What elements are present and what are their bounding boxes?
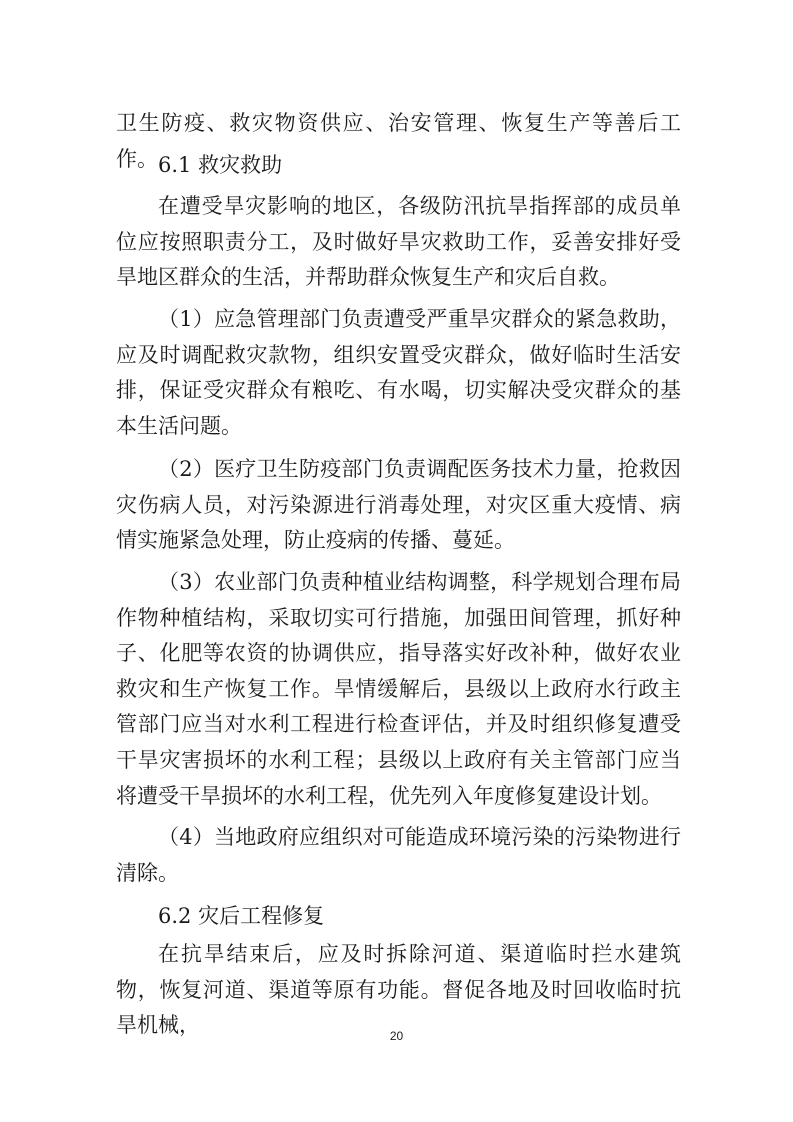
- paragraph-continuation: 卫生防疫、救灾物资供应、治安管理、恢复生产等善后工作。: [116, 111, 681, 171]
- paragraph-item-4: （4）当地政府应组织对可能造成环境污染的污染物进行清除。: [116, 825, 681, 885]
- section-heading-6-2: 6.2 灾后工程修复: [158, 904, 325, 928]
- paragraph-intro-6-1: 在遭受旱灾影响的地区，各级防汛抗旱指挥部的成员单位应按照职责分工，及时做好旱灾救助工作，妥善安排好受旱地区群众的生活，并帮助群众恢复生产和灾后自救。: [116, 194, 681, 290]
- paragraph-item-2: （2）医疗卫生防疫部门负责调配医务技术力量，抢救因灾伤病人员，对污染源进行消毒处理，对灾区重大疫情、病情实施紧急处理，防止疫病的传播、蔓延。: [116, 457, 681, 553]
- paragraph-item-1: （1）应急管理部门负责遭受严重旱灾群众的紧急救助，应及时调配救灾款物，组织安置受灾群众，做好临时生活安排，保证受灾群众有粮吃、有水喝，切实解决受灾群众的基本生活问题。: [116, 307, 681, 438]
- section-heading-6-1: 6.1 救灾救助: [158, 153, 283, 177]
- paragraph-intro-6-2: 在抗旱结束后，应及时拆除河道、渠道临时拦水建筑物，恢复河道、渠道等原有功能。督促各地及时回收临时抗旱机械，: [116, 942, 681, 1038]
- paragraph-item-3: （3）农业部门负责种植业结构调整，科学规划合理布局作物种植结构，采取切实可行措施，加强田间管理，抓好种子、化肥等农资的协调供应，指导落实好改补种，做好农业救灾和生产恢复工作。旱情缓解后，县级以上政府水行政主管部门应当对水利工程进行检查评估，并及时组织修复遭受干旱灾害损坏的水利工程；县级以上政府有关主管部门应当将遭受干旱损坏的水利工程，优先列入年度修复建设计划。: [116, 570, 681, 808]
- page-number: 20: [389, 1029, 404, 1043]
